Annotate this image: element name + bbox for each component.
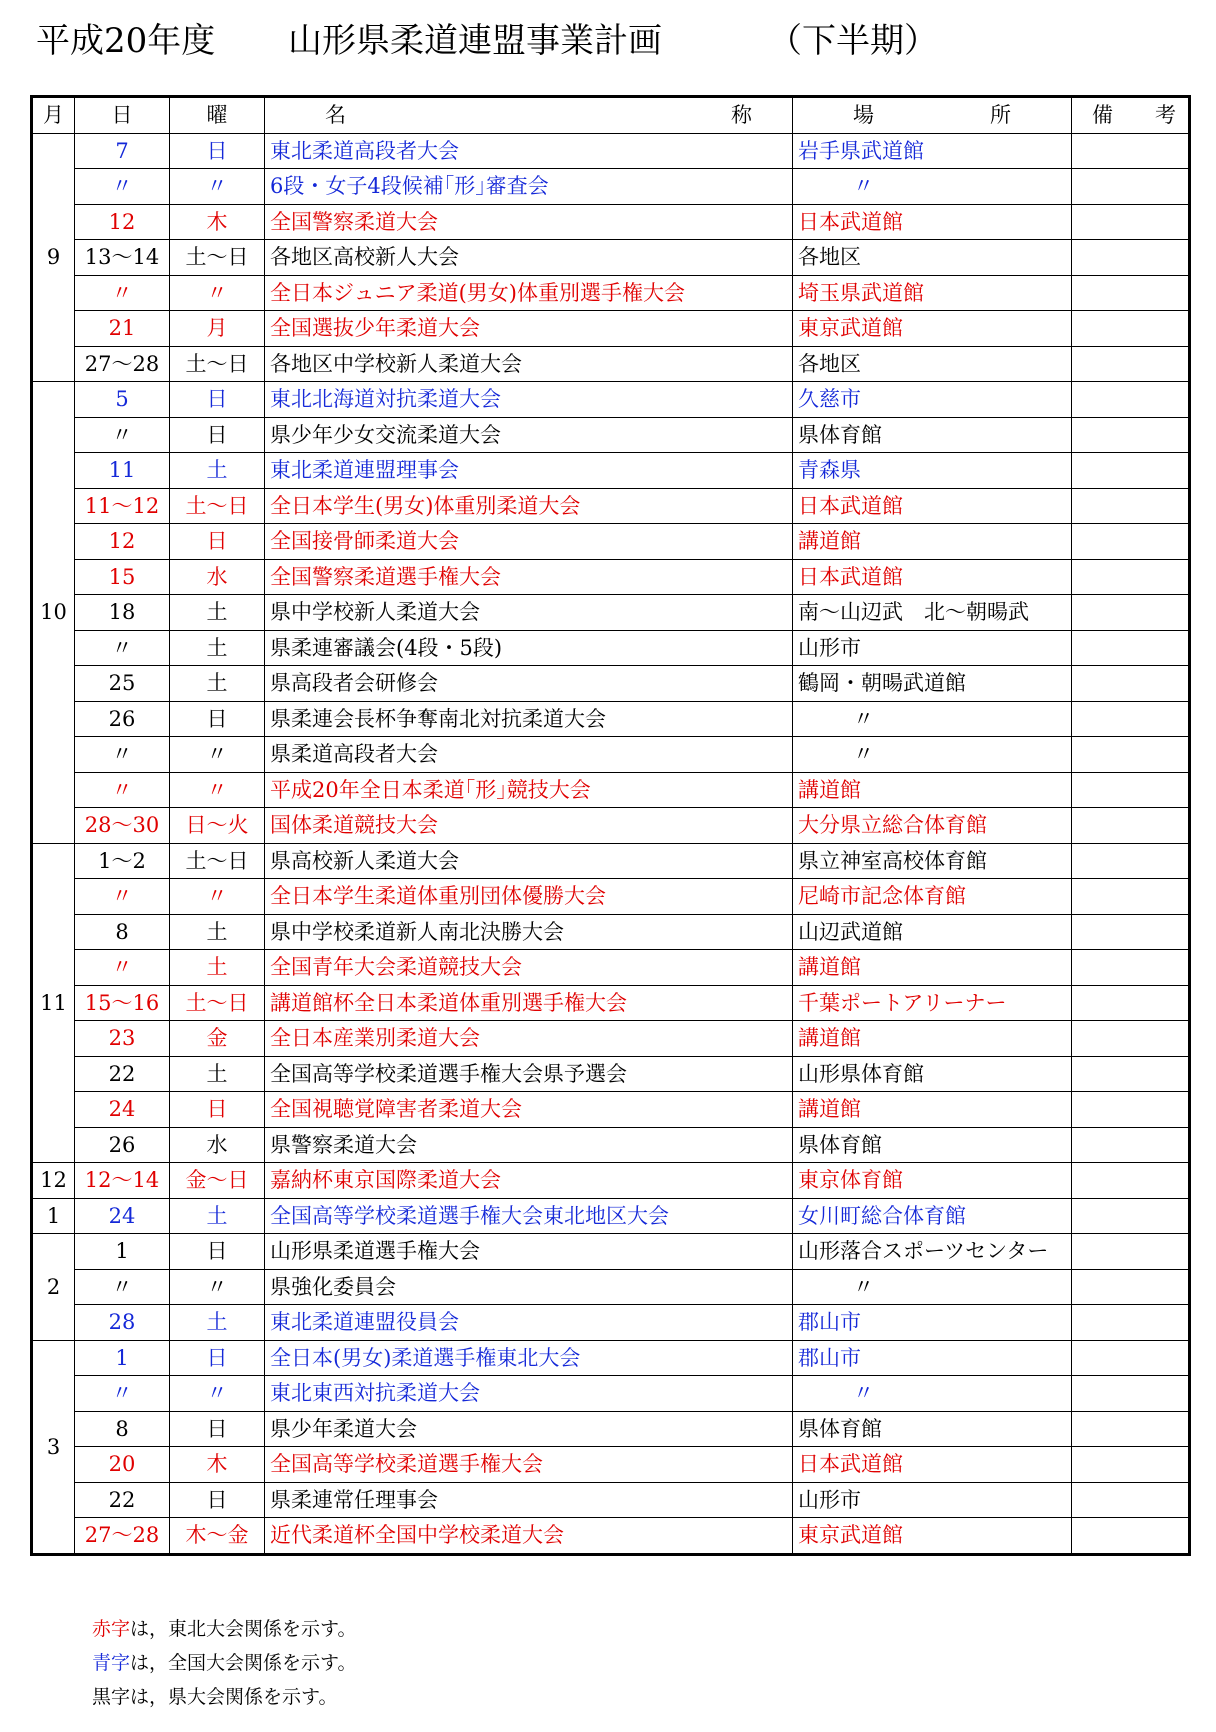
- event-name-cell: 東北東西対抗柔道大会: [265, 1376, 793, 1412]
- legend-item: [92, 1683, 357, 1711]
- weekday-cell: 土: [170, 595, 265, 631]
- day-cell: 〃: [75, 630, 170, 666]
- day-cell: 1: [75, 1340, 170, 1376]
- table-row: [32, 1127, 1190, 1163]
- table-row: [32, 1163, 1190, 1199]
- table-row: [32, 1056, 1190, 1092]
- table-row: [32, 240, 1190, 276]
- schedule-table: [30, 95, 1191, 1556]
- event-name-cell: 県少年柔道大会: [265, 1411, 793, 1447]
- weekday-cell: 日: [170, 1092, 265, 1128]
- table-row: [32, 204, 1190, 240]
- event-name-cell: 各地区高校新人大会: [265, 240, 793, 276]
- day-cell: 〃: [75, 879, 170, 915]
- event-name-cell: 東北柔道連盟理事会: [265, 453, 793, 489]
- table-row: [32, 417, 1190, 453]
- day-cell: 20: [75, 1447, 170, 1483]
- weekday-cell: 土: [170, 914, 265, 950]
- weekday-cell: 日～火: [170, 808, 265, 844]
- weekday-cell: 金～日: [170, 1163, 265, 1199]
- table-row: [32, 737, 1190, 773]
- header-place-b: 所: [990, 103, 1011, 128]
- note-cell: [1072, 1411, 1190, 1447]
- event-name-cell: 講道館杯全日本柔道体重別選手権大会: [265, 985, 793, 1021]
- weekday-cell: 月: [170, 311, 265, 347]
- event-name-cell: 全国接骨師柔道大会: [265, 524, 793, 560]
- event-name-cell: 全国高等学校柔道選手権大会県予選会: [265, 1056, 793, 1092]
- note-cell: [1072, 417, 1190, 453]
- place-cell: 県体育館: [793, 1411, 1072, 1447]
- header-note: [1072, 97, 1190, 134]
- note-cell: [1072, 879, 1190, 915]
- weekday-cell: 水: [170, 559, 265, 595]
- place-cell: 山形落合スポーツセンター: [793, 1234, 1072, 1270]
- header-name-b: 称: [731, 103, 752, 128]
- event-name-cell: 全日本ジュニア柔道(男女)体重別選手権大会: [265, 275, 793, 311]
- schedule-body: [32, 133, 1190, 1554]
- weekday-cell: 日: [170, 524, 265, 560]
- note-cell: [1072, 772, 1190, 808]
- table-row: [32, 311, 1190, 347]
- table-row: [32, 1305, 1190, 1341]
- table-row: [32, 275, 1190, 311]
- table-row: [32, 133, 1190, 169]
- event-name-cell: 全日本学生柔道体重別団体優勝大会: [265, 879, 793, 915]
- place-cell: 尼崎市記念体育館: [793, 879, 1072, 915]
- note-cell: [1072, 950, 1190, 986]
- weekday-cell: 土: [170, 1198, 265, 1234]
- event-name-cell: 全国警察柔道選手権大会: [265, 559, 793, 595]
- event-name-cell: 東北柔道高段者大会: [265, 133, 793, 169]
- weekday-cell: 日: [170, 1234, 265, 1270]
- place-cell: 〃: [793, 1376, 1072, 1412]
- legend-item: [92, 1615, 357, 1643]
- note-cell: [1072, 843, 1190, 879]
- place-cell: 日本武道館: [793, 488, 1072, 524]
- month-cell: 1: [32, 1198, 75, 1234]
- note-cell: [1072, 1056, 1190, 1092]
- day-cell: 22: [75, 1056, 170, 1092]
- place-cell: 山辺武道館: [793, 914, 1072, 950]
- note-cell: [1072, 133, 1190, 169]
- event-name-cell: 県強化委員会: [265, 1269, 793, 1305]
- weekday-cell: 〃: [170, 772, 265, 808]
- place-cell: 大分県立総合体育館: [793, 808, 1072, 844]
- weekday-cell: 日: [170, 1340, 265, 1376]
- month-cell: 11: [32, 843, 75, 1163]
- note-cell: [1072, 985, 1190, 1021]
- day-cell: 21: [75, 311, 170, 347]
- day-cell: 11: [75, 453, 170, 489]
- place-cell: 〃: [793, 701, 1072, 737]
- event-name-cell: 県少年少女交流柔道大会: [265, 417, 793, 453]
- weekday-cell: 土: [170, 453, 265, 489]
- table-row: [32, 559, 1190, 595]
- event-name-cell: 平成20年全日本柔道｢形｣競技大会: [265, 772, 793, 808]
- event-name-cell: 県柔道高段者大会: [265, 737, 793, 773]
- weekday-cell: 木～金: [170, 1518, 265, 1555]
- day-cell: 12: [75, 204, 170, 240]
- note-cell: [1072, 1269, 1190, 1305]
- note-cell: [1072, 1376, 1190, 1412]
- note-cell: [1072, 1482, 1190, 1518]
- month-cell: 10: [32, 382, 75, 844]
- weekday-cell: 木: [170, 1447, 265, 1483]
- note-cell: [1072, 169, 1190, 205]
- header-place-a: 場: [853, 103, 874, 128]
- table-row: [32, 630, 1190, 666]
- note-cell: [1072, 630, 1190, 666]
- place-cell: 講道館: [793, 1021, 1072, 1057]
- weekday-cell: 土～日: [170, 985, 265, 1021]
- note-cell: [1072, 382, 1190, 418]
- note-cell: [1072, 1340, 1190, 1376]
- day-cell: 22: [75, 1482, 170, 1518]
- table-row: [32, 772, 1190, 808]
- table-row: [32, 1340, 1190, 1376]
- header-place: [793, 97, 1072, 134]
- place-cell: 講道館: [793, 524, 1072, 560]
- day-cell: 25: [75, 666, 170, 702]
- event-name-cell: 6段・女子4段候補｢形｣審査会: [265, 169, 793, 205]
- header-row: [32, 97, 1190, 134]
- place-cell: 岩手県武道館: [793, 133, 1072, 169]
- event-name-cell: 県柔連常任理事会: [265, 1482, 793, 1518]
- place-cell: 埼玉県武道館: [793, 275, 1072, 311]
- note-cell: [1072, 1163, 1190, 1199]
- weekday-cell: 金: [170, 1021, 265, 1057]
- header-month: 月: [32, 97, 75, 134]
- title-main: 山形県柔道連盟事業計画: [288, 21, 662, 61]
- place-cell: 山形県体育館: [793, 1056, 1072, 1092]
- weekday-cell: 木: [170, 204, 265, 240]
- weekday-cell: 土～日: [170, 346, 265, 382]
- weekday-cell: 土: [170, 666, 265, 702]
- weekday-cell: 〃: [170, 879, 265, 915]
- day-cell: 〃: [75, 1269, 170, 1305]
- place-cell: 鶴岡・朝暘武道館: [793, 666, 1072, 702]
- event-name-cell: 県高校新人柔道大会: [265, 843, 793, 879]
- header-name: [265, 97, 793, 134]
- day-cell: 7: [75, 133, 170, 169]
- day-cell: 27～28: [75, 1518, 170, 1555]
- table-row: [32, 879, 1190, 915]
- day-cell: 〃: [75, 169, 170, 205]
- weekday-cell: 日: [170, 701, 265, 737]
- weekday-cell: 土: [170, 1305, 265, 1341]
- weekday-cell: 日: [170, 133, 265, 169]
- table-row: [32, 701, 1190, 737]
- note-cell: [1072, 595, 1190, 631]
- weekday-cell: 日: [170, 382, 265, 418]
- event-name-cell: 全国警察柔道大会: [265, 204, 793, 240]
- table-row: [32, 1269, 1190, 1305]
- note-cell: [1072, 737, 1190, 773]
- table-row: [32, 169, 1190, 205]
- event-name-cell: 県柔連審議会(4段・5段): [265, 630, 793, 666]
- place-cell: 青森県: [793, 453, 1072, 489]
- weekday-cell: 日: [170, 1482, 265, 1518]
- table-row: [32, 524, 1190, 560]
- table-row: [32, 1198, 1190, 1234]
- event-name-cell: 全国高等学校柔道選手権大会東北地区大会: [265, 1198, 793, 1234]
- event-name-cell: 山形県柔道選手権大会: [265, 1234, 793, 1270]
- day-cell: 〃: [75, 417, 170, 453]
- note-cell: [1072, 1127, 1190, 1163]
- month-cell: 9: [32, 133, 75, 382]
- table-row: [32, 1411, 1190, 1447]
- place-cell: 郡山市: [793, 1340, 1072, 1376]
- table-row: [32, 595, 1190, 631]
- place-cell: 東京武道館: [793, 311, 1072, 347]
- weekday-cell: 土～日: [170, 843, 265, 879]
- note-cell: [1072, 204, 1190, 240]
- month-cell: 2: [32, 1234, 75, 1341]
- note-cell: [1072, 1198, 1190, 1234]
- legend-text: は，県大会関係を示す。: [130, 1686, 338, 1708]
- event-name-cell: 嘉納杯東京国際柔道大会: [265, 1163, 793, 1199]
- weekday-cell: 〃: [170, 737, 265, 773]
- day-cell: 15～16: [75, 985, 170, 1021]
- legend-key: 青字: [92, 1652, 131, 1674]
- day-cell: 28～30: [75, 808, 170, 844]
- weekday-cell: 〃: [170, 169, 265, 205]
- day-cell: 26: [75, 1127, 170, 1163]
- weekday-cell: 〃: [170, 1376, 265, 1412]
- place-cell: 各地区: [793, 240, 1072, 276]
- table-row: [32, 346, 1190, 382]
- day-cell: 12: [75, 524, 170, 560]
- day-cell: 23: [75, 1021, 170, 1057]
- header-note-b: 考: [1155, 103, 1176, 128]
- place-cell: 講道館: [793, 1092, 1072, 1128]
- event-name-cell: 全国青年大会柔道競技大会: [265, 950, 793, 986]
- legend-key: 赤字: [92, 1618, 131, 1640]
- place-cell: 各地区: [793, 346, 1072, 382]
- event-name-cell: 県中学校柔道新人南北決勝大会: [265, 914, 793, 950]
- table-row: [32, 1482, 1190, 1518]
- place-cell: 〃: [793, 1269, 1072, 1305]
- place-cell: 山形市: [793, 630, 1072, 666]
- note-cell: [1072, 1518, 1190, 1555]
- legend-item: [92, 1649, 357, 1677]
- note-cell: [1072, 346, 1190, 382]
- day-cell: 1～2: [75, 843, 170, 879]
- event-name-cell: 全国選抜少年柔道大会: [265, 311, 793, 347]
- event-name-cell: 全日本産業別柔道大会: [265, 1021, 793, 1057]
- place-cell: 〃: [793, 169, 1072, 205]
- note-cell: [1072, 1092, 1190, 1128]
- place-cell: 東京体育館: [793, 1163, 1072, 1199]
- note-cell: [1072, 524, 1190, 560]
- legend: [92, 1615, 357, 1717]
- table-row: [32, 488, 1190, 524]
- header-name-a: 名: [325, 103, 346, 128]
- day-cell: 〃: [75, 275, 170, 311]
- note-cell: [1072, 275, 1190, 311]
- table-row: [32, 843, 1190, 879]
- month-cell: 12: [32, 1163, 75, 1199]
- note-cell: [1072, 701, 1190, 737]
- page-title: [36, 18, 1186, 64]
- day-cell: 11～12: [75, 488, 170, 524]
- place-cell: 南～山辺武 北～朝暘武: [793, 595, 1072, 631]
- table-row: [32, 666, 1190, 702]
- note-cell: [1072, 1305, 1190, 1341]
- place-cell: 講道館: [793, 950, 1072, 986]
- note-cell: [1072, 488, 1190, 524]
- event-name-cell: 県柔連会長杯争奪南北対抗柔道大会: [265, 701, 793, 737]
- note-cell: [1072, 1234, 1190, 1270]
- day-cell: 〃: [75, 950, 170, 986]
- day-cell: 5: [75, 382, 170, 418]
- title-period: （下半期）: [768, 21, 938, 61]
- place-cell: 〃: [793, 737, 1072, 773]
- place-cell: 山形市: [793, 1482, 1072, 1518]
- note-cell: [1072, 559, 1190, 595]
- weekday-cell: 土～日: [170, 488, 265, 524]
- place-cell: 千葉ポートアリーナー: [793, 985, 1072, 1021]
- weekday-cell: 土: [170, 1056, 265, 1092]
- note-cell: [1072, 1021, 1190, 1057]
- event-name-cell: 県警察柔道大会: [265, 1127, 793, 1163]
- day-cell: 24: [75, 1198, 170, 1234]
- event-name-cell: 国体柔道競技大会: [265, 808, 793, 844]
- table-row: [32, 1092, 1190, 1128]
- day-cell: 8: [75, 914, 170, 950]
- table-row: [32, 382, 1190, 418]
- day-cell: 24: [75, 1092, 170, 1128]
- table-row: [32, 1447, 1190, 1483]
- day-cell: 12～14: [75, 1163, 170, 1199]
- event-name-cell: 県高段者会研修会: [265, 666, 793, 702]
- day-cell: 28: [75, 1305, 170, 1341]
- note-cell: [1072, 808, 1190, 844]
- table-row: [32, 1518, 1190, 1555]
- event-name-cell: 近代柔道杯全国中学校柔道大会: [265, 1518, 793, 1555]
- event-name-cell: 各地区中学校新人柔道大会: [265, 346, 793, 382]
- note-cell: [1072, 453, 1190, 489]
- table-row: [32, 1376, 1190, 1412]
- weekday-cell: 水: [170, 1127, 265, 1163]
- table-row: [32, 1234, 1190, 1270]
- place-cell: 女川町総合体育館: [793, 1198, 1072, 1234]
- table-row: [32, 950, 1190, 986]
- legend-text: は，全国大会関係を示す。: [130, 1652, 357, 1674]
- note-cell: [1072, 1447, 1190, 1483]
- day-cell: 13～14: [75, 240, 170, 276]
- table-row: [32, 453, 1190, 489]
- note-cell: [1072, 666, 1190, 702]
- header-weekday: 曜: [170, 97, 265, 134]
- title-year: 平成20年度: [36, 21, 216, 61]
- event-name-cell: 全日本(男女)柔道選手権東北大会: [265, 1340, 793, 1376]
- note-cell: [1072, 240, 1190, 276]
- table-row: [32, 985, 1190, 1021]
- place-cell: 日本武道館: [793, 1447, 1072, 1483]
- day-cell: 26: [75, 701, 170, 737]
- day-cell: 〃: [75, 772, 170, 808]
- event-name-cell: 東北柔道連盟役員会: [265, 1305, 793, 1341]
- weekday-cell: 土: [170, 950, 265, 986]
- legend-key: 黒字: [92, 1686, 131, 1708]
- place-cell: 日本武道館: [793, 204, 1072, 240]
- place-cell: 講道館: [793, 772, 1072, 808]
- event-name-cell: 全日本学生(男女)体重別柔道大会: [265, 488, 793, 524]
- table-row: [32, 1021, 1190, 1057]
- table-row: [32, 914, 1190, 950]
- header-day: 日: [75, 97, 170, 134]
- event-name-cell: 東北北海道対抗柔道大会: [265, 382, 793, 418]
- day-cell: 〃: [75, 737, 170, 773]
- day-cell: 1: [75, 1234, 170, 1270]
- header-note-a: 備: [1092, 103, 1113, 128]
- weekday-cell: 〃: [170, 1269, 265, 1305]
- place-cell: 久慈市: [793, 382, 1072, 418]
- legend-text: は，東北大会関係を示す。: [130, 1618, 357, 1640]
- note-cell: [1072, 311, 1190, 347]
- place-cell: 郡山市: [793, 1305, 1072, 1341]
- place-cell: 県立神室高校体育館: [793, 843, 1072, 879]
- day-cell: 8: [75, 1411, 170, 1447]
- month-cell: 3: [32, 1340, 75, 1554]
- event-name-cell: 全国視聴覚障害者柔道大会: [265, 1092, 793, 1128]
- weekday-cell: 土～日: [170, 240, 265, 276]
- table-row: [32, 808, 1190, 844]
- place-cell: 県体育館: [793, 417, 1072, 453]
- event-name-cell: 県中学校新人柔道大会: [265, 595, 793, 631]
- day-cell: 18: [75, 595, 170, 631]
- weekday-cell: 日: [170, 1411, 265, 1447]
- event-name-cell: 全国高等学校柔道選手権大会: [265, 1447, 793, 1483]
- note-cell: [1072, 914, 1190, 950]
- weekday-cell: 日: [170, 417, 265, 453]
- day-cell: 27～28: [75, 346, 170, 382]
- place-cell: 県体育館: [793, 1127, 1072, 1163]
- place-cell: 日本武道館: [793, 559, 1072, 595]
- day-cell: 〃: [75, 1376, 170, 1412]
- day-cell: 15: [75, 559, 170, 595]
- weekday-cell: 〃: [170, 275, 265, 311]
- weekday-cell: 土: [170, 630, 265, 666]
- place-cell: 東京武道館: [793, 1518, 1072, 1555]
